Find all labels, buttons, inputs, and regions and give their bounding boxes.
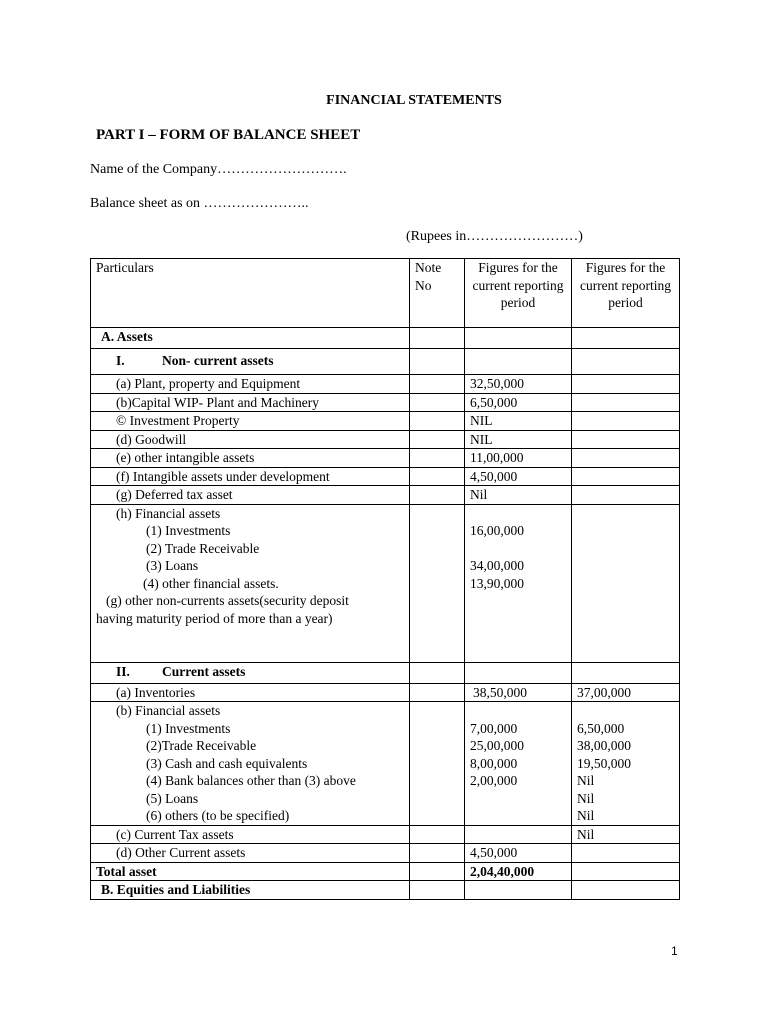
row-current-value: NIL (465, 412, 572, 431)
previous-financial-values (572, 702, 680, 826)
other-noncurrent-line-1: (g) other non-currents assets(security deposit (106, 593, 349, 608)
row-previous-value (572, 375, 680, 394)
row-current-value: NIL (465, 430, 572, 449)
row-label: (a) Inventories (91, 683, 410, 702)
row-previous-value: 37,00,000 (572, 683, 680, 702)
value: 2,00,000 (470, 773, 518, 788)
value: 7,00,000 (470, 720, 518, 736)
table-header-row (91, 259, 680, 328)
other-noncurrent-line-2: having maturity period of more than a year) (96, 610, 333, 626)
table-row (91, 412, 680, 431)
document-heading: FINANCIAL STATEMENTS (326, 93, 502, 108)
row-current-value: 4,50,000 (465, 467, 572, 486)
table-row (91, 349, 680, 375)
page-number: 1 (671, 944, 678, 958)
row-previous-value (572, 430, 680, 449)
table-row (91, 486, 680, 505)
table-row (91, 375, 680, 394)
table-row (91, 430, 680, 449)
table-row (91, 662, 680, 683)
row-previous-value (572, 449, 680, 468)
table-row-total (91, 862, 680, 881)
row-label: (f) Intangible assets under development (91, 467, 410, 486)
value: Nil (577, 790, 595, 806)
table-row (91, 328, 680, 349)
row-previous-value (572, 844, 680, 863)
balance-sheet-date-line: Balance sheet as on ………………….. (90, 196, 309, 211)
balance-sheet-table (90, 258, 680, 900)
subsection-current (91, 662, 410, 683)
row-previous-value: Nil (572, 825, 680, 844)
list-item: (2) Trade Receivable (146, 540, 260, 556)
row-label: (g) Deferred tax asset (91, 486, 410, 505)
financial-assets-values (465, 504, 572, 662)
table-row (91, 683, 680, 702)
value: Nil (577, 773, 595, 788)
row-current-value: 11,00,000 (465, 449, 572, 468)
table-row (91, 449, 680, 468)
table-row (91, 881, 680, 900)
list-item: (2)Trade Receivable (146, 738, 257, 753)
list-item: (4) other financial assets. (143, 575, 279, 591)
subsection-title: Current assets (162, 663, 246, 679)
value (470, 505, 566, 523)
financial-assets-cell (91, 504, 410, 662)
value: 8,00,000 (470, 755, 518, 771)
row-current-value: 6,50,000 (465, 393, 572, 412)
row-label: (d) Goodwill (91, 430, 410, 449)
list-item: (4) Bank balances other than (3) above (146, 773, 356, 788)
total-value: 2,04,40,000 (465, 862, 572, 881)
row-label: © Investment Property (91, 412, 410, 431)
row-label: (b)Capital WIP- Plant and Machinery (91, 393, 410, 412)
value (470, 540, 566, 558)
list-item: (3) Cash and cash equivalents (146, 755, 308, 771)
value: 38,00,000 (577, 738, 631, 753)
row-current-value: 38,50,000 (465, 683, 572, 702)
col-header-current: Figures for the current reporting period (465, 259, 572, 328)
subsection-title: Non- current assets (162, 353, 274, 368)
row-current-value (465, 825, 572, 844)
row-previous-value (572, 393, 680, 412)
rupees-unit-line: (Rupees in……………………) (406, 229, 583, 244)
current-financial-cell (91, 702, 410, 826)
row-label: (d) Other Current assets (91, 844, 410, 863)
roman-numeral: I. (116, 353, 125, 368)
total-label: Total asset (91, 862, 410, 881)
col-header-particulars: Particulars (91, 259, 410, 328)
value: 25,00,000 (470, 738, 524, 753)
row-label: (a) Plant, property and Equipment (91, 375, 410, 394)
list-item: (3) Loans (146, 558, 199, 573)
list-item: (1) Investments (146, 720, 231, 736)
part-title: PART I – FORM OF BALANCE SHEET (96, 127, 361, 143)
value: 13,90,000 (470, 575, 524, 591)
table-row (91, 825, 680, 844)
row-label: (e) other intangible assets (91, 449, 410, 468)
row-label: (c) Current Tax assets (91, 825, 410, 844)
value: 16,00,000 (470, 523, 524, 538)
row-current-value: Nil (465, 486, 572, 505)
value: 34,00,000 (470, 558, 524, 573)
table-row (91, 393, 680, 412)
section-assets: A. Assets (91, 328, 410, 349)
list-item: (1) Investments (146, 523, 231, 538)
list-item: (5) Loans (146, 790, 199, 806)
value: Nil (577, 808, 595, 823)
roman-numeral: II. (116, 663, 130, 679)
row-current-value: 32,50,000 (465, 375, 572, 394)
col-header-note: Note No (410, 259, 465, 328)
table-row-current-financial (91, 702, 680, 826)
value: 19,50,000 (577, 755, 631, 771)
table-row (91, 467, 680, 486)
row-previous-value (572, 412, 680, 431)
financial-assets-label: (b) Financial assets (116, 703, 221, 718)
table-row-financial-assets (91, 504, 680, 662)
row-previous-value (572, 467, 680, 486)
row-previous-value (572, 486, 680, 505)
table-row (91, 844, 680, 863)
subsection-noncurrent (91, 349, 410, 375)
value: 6,50,000 (577, 720, 625, 736)
current-financial-values (465, 702, 572, 826)
col-header-previous: Figures for the current reporting period (572, 259, 680, 328)
list-item: (6) others (to be specified) (146, 808, 290, 823)
row-current-value: 4,50,000 (465, 844, 572, 863)
financial-assets-label: (h) Financial assets (116, 505, 221, 521)
section-equities: B. Equities and Liabilities (91, 881, 410, 900)
company-name-line: Name of the Company………………………. (90, 162, 347, 177)
